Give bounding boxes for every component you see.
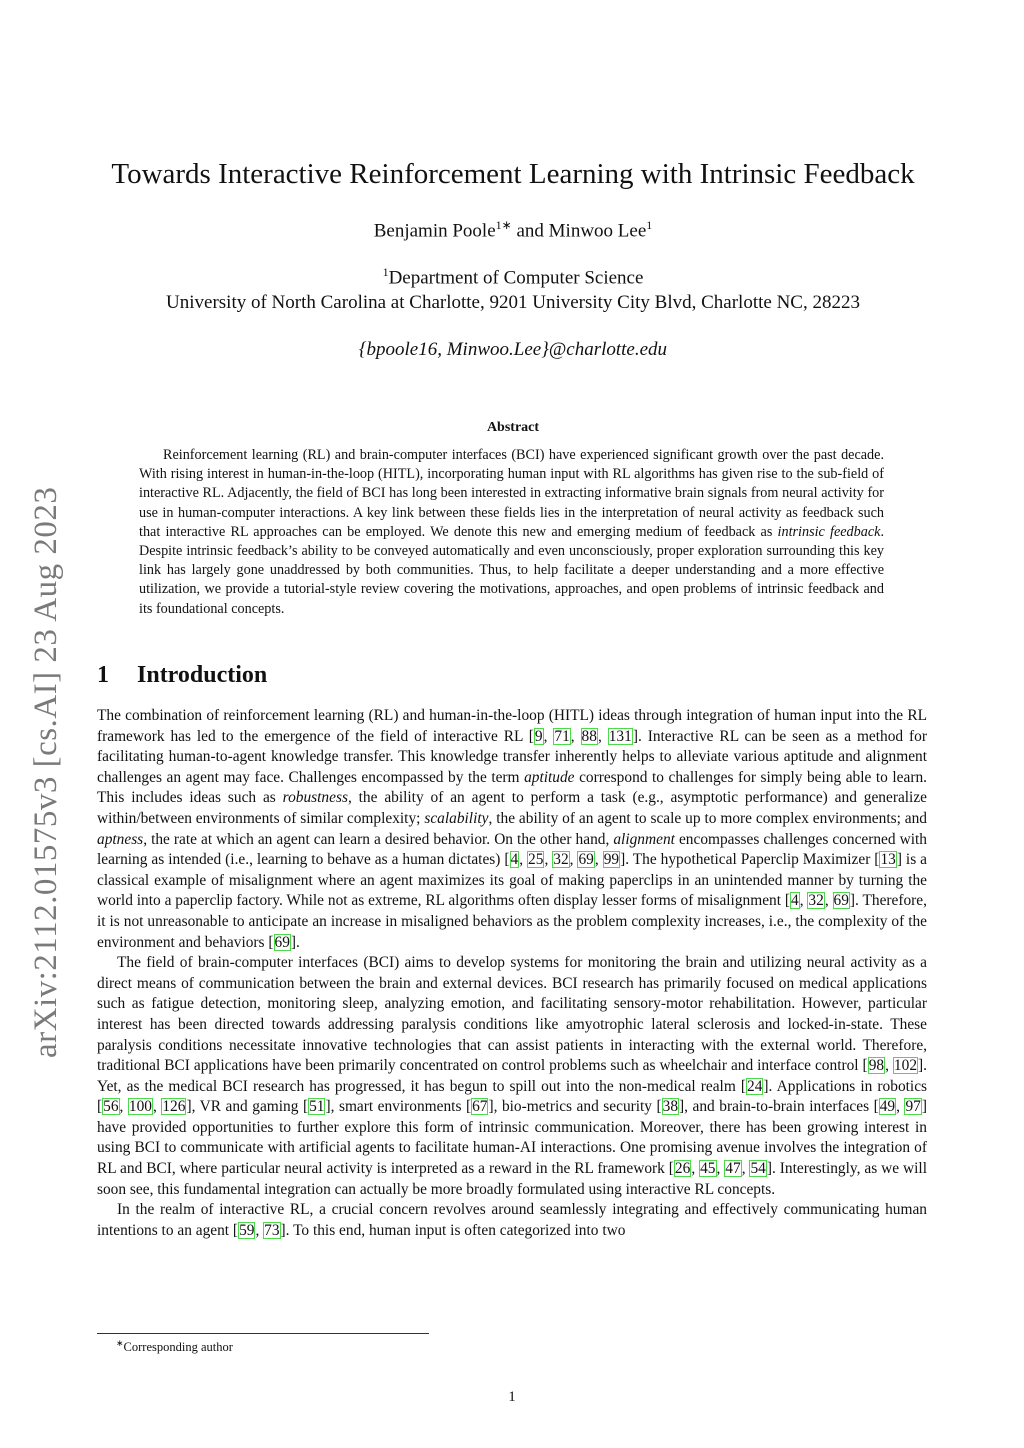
citation-link[interactable]: 32 [553,851,569,869]
section-heading [97,662,267,689]
abstract-heading: Abstract [486,420,540,435]
paragraph: In the realm of interactive RL, a crucial concern revolves around seamlessly integrating and effectively communicating human intentions to an agent [59, 73]. To this end, human input is often categorized into two [97,1201,927,1239]
footnote [116,1338,233,1355]
citation-link[interactable]: 59 [239,1221,255,1239]
citation-link[interactable]: 51 [309,1098,325,1116]
citation-link[interactable]: 99 [603,851,620,869]
citation-link[interactable]: 4 [791,892,799,910]
section-title: Introduction [137,662,268,688]
citation-link[interactable]: 24 [747,1077,763,1095]
citation-link[interactable]: 71 [554,727,570,745]
citation-link[interactable]: 25 [528,851,544,869]
affiliation-mark: 1 [382,265,389,279]
paragraph: The field of brain-computer interfaces (BCI) aims to develop systems for monitoring the brain and utilizing neural activity as a direct means of communication between the brain and external devices. BCI research has primarily focused on medical applications such as fatigue detection, monitoring sleep, analyzing emotion, and facilitating sensory-motor rehabilitation. However, particular interest has been directed towards addressing paralysis conditions like amyotrophic lateral sclerosis and locked-in-state. These paralysis conditions necessitate innovative technologies that can assist patients in interacting with the external world. Therefore, traditional BCI applications have been primarily concentrated on control problems such as wheelchair and interface control [98, 102]. Yet, as the medical BCI research has progressed, it has begun to spill out into the non-medical realm [24]. Applications in robotics [56, 100, 126], VR and gaming [51], smart environments [67], bio-metrics and security [38], and brain-to-brain interfaces [49, 97] have provided opportunities to further explore this form of intrinsic communication. Moreover, there has been growing interest in using BCI to communicate with artificial agents to facilitate human-AI interactions. One promising avenue involves the integration of RL and BCI, where particular neural activity is interpreted as a reward in the RL framework [26, 45, 47, 54]. Interestingly, as we will soon see, this fundamental integration can actually be more broadly formulated using interactive RL concepts. [97,954,928,1198]
citation-link[interactable]: 13 [880,851,896,869]
citation-link[interactable]: 69 [833,892,849,910]
citation-link[interactable]: 4 [510,851,519,869]
citation-link[interactable]: 26 [674,1160,691,1178]
citation-link[interactable]: 97 [905,1098,921,1116]
footnote-text: Corresponding author [123,1340,233,1355]
arxiv-identifier: arXiv:2112.01575v3 [cs.AI] 23 Aug 2023 [28,486,64,1058]
author-name: Minwoo Lee [548,220,647,242]
emphasis: scalability [424,809,489,827]
address: University of North Carolina at Charlotte, 9201 University City Blvd, Charlotte NC, 28223 [166,292,860,314]
emphasis: aptitude [524,768,575,786]
author-conjunction: and [511,220,549,242]
citation-link[interactable]: 69 [578,851,594,869]
citation-link[interactable]: 32 [808,892,824,910]
citation-link[interactable]: 56 [103,1098,119,1116]
author-email: {bpoole16, Minwoo.Lee}@charlotte.edu [358,339,668,360]
citation-link[interactable]: 45 [700,1160,716,1178]
citation-link[interactable]: 47 [725,1160,741,1178]
footnote-mark: ∗ [116,1338,124,1348]
citation-link[interactable]: 49 [879,1098,896,1116]
author-list [96,218,930,242]
emphasis: alignment [613,830,675,848]
citation-link[interactable]: 69 [274,933,290,951]
citation-link[interactable]: 100 [128,1098,152,1116]
paragraph: The combination of reinforcement learning (RL) and human-in-the-loop (HITL) ideas through integration of human input into the RL framework has led to the emergence of the field of interactive RL [9, 71, 88, 131]. Interactive RL can be seen as a method for facilitating human-to-agent knowledge transfer. This knowledge transfer inherently helps to alleviate various aptitude and alignment challenges an agent may face. Challenges encompassed by the term aptitude correspond to challenges for simply being able to learn. This includes ideas such as robustness, the ability of an agent to perform a task (e.g., asymptotic performance) and generalize within/between environments of similar complexity; scalability, the ability of an agent to scale up to more complex environments; and aptness, the rate at which an agent can learn a desired behavior. On the other hand, alignment encompasses challenges concerned with learning as intended (i.e., learning to behave as a human dictates) [4, 25, 32, 69, 99]. The hypothetical Paperclip Maximizer [13] is a classical example of misalignment where an agent maximizes its goal of making paperclips in an unintended manner by turning the world into a paperclip factory. While not as extreme, RL algorithms often display lesser forms of misalignment [4, 32, 69]. Therefore, it is not unreasonable to anticipate an increase in misaligned behaviors as the problem complexity increases, i.e., the complexity of the environment and behaviors [69]. [97,707,928,951]
page-number: 1 [508,1389,516,1405]
citation-link[interactable]: 38 [662,1098,679,1116]
affiliation-mark: 1∗ [495,218,512,232]
affiliation-mark: 1 [646,218,653,232]
citation-link[interactable]: 9 [534,727,543,745]
department: Department of Computer Science [388,267,644,289]
citation-link[interactable]: 54 [750,1160,766,1178]
citation-link[interactable]: 98 [868,1057,885,1075]
citation-link[interactable]: 67 [472,1098,488,1116]
emphasis: intrinsic feedback [777,523,881,540]
affiliation [96,260,930,315]
introduction-body [97,706,927,1241]
citation-link[interactable]: 88 [581,727,597,745]
abstract-text: Reinforcement learning (RL) and brain-computer interfaces (BCI) have experienced significant growth over the past decade. With rising interest in human-in-the-loop (HITL), incorporating human input with RL algorithms has given rise to the sub-field of interactive RL. Adjacently, the field of BCI has long been interested in extracting informative brain signals from neural activity for use in human-computer interactions. A key link between these fields lies in the interpretation of neural activity as feedback such that interactive RL approaches can be employed. We denote this new and emerging medium of feedback as intrinsic feedback. Despite intrinsic feedback’s ability to be conveyed automatically and even unconsciously, proper exploration surrounding this key link has largely gone unaddressed by both communities. Thus, to help facilitate a deeper understanding and a more effective utilization, we provide a tutorial-style review covering the motivations, approaches, and open problems of intrinsic feedback and its foundational concepts. [139,447,884,617]
emphasis: robustness [282,789,348,807]
section-number: 1 [97,662,109,688]
citation-link[interactable]: 126 [162,1098,186,1116]
citation-link[interactable]: 131 [608,727,632,745]
emphasis: aptness [97,830,144,848]
citation-link[interactable]: 73 [264,1221,280,1239]
citation-link[interactable]: 102 [893,1057,918,1075]
author-name: Benjamin Poole [373,220,496,242]
paper-title: Towards Interactive Reinforcement Learning with Intrinsic Feedback [111,158,915,190]
footnote-divider [97,1333,429,1334]
